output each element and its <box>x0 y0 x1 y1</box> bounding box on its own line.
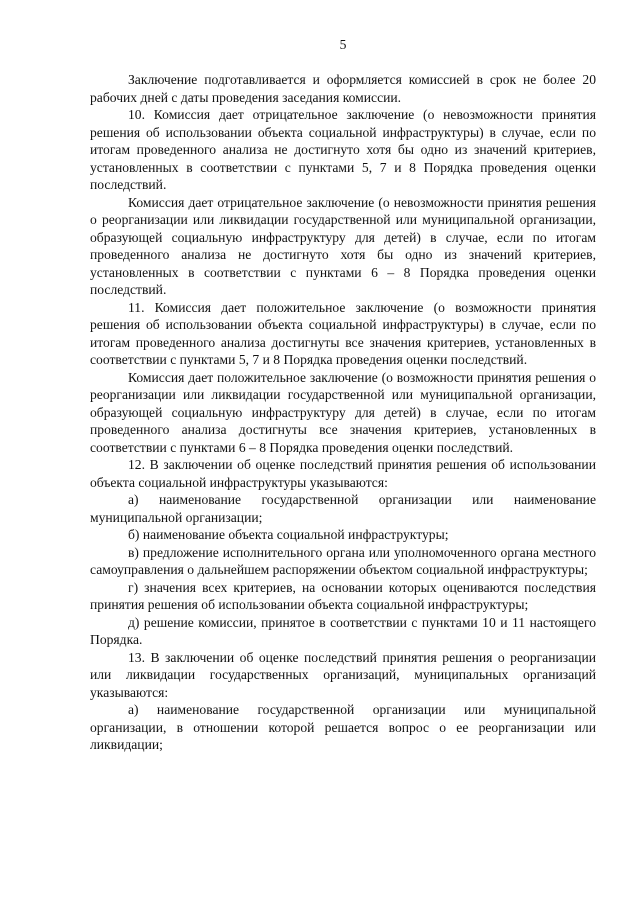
document-page <box>90 36 596 754</box>
paragraph-10-negative-object: 10. Комиссия дает отрицательное заключение (о невозможности принятия решения об использовании объекта социальной инфраструктуры) в случае, если по итогам проведенного анализа не достигнуто хотя бы одно из значений критериев, установленных в соответствии с пунктами 5, 7 и 8 Порядка проведения оценки последствий. <box>90 107 596 192</box>
paragraph-conclusion-deadline: Заключение подготавливается и оформляется комиссией в срок не более 20 рабочих дней с даты проведения заседания комиссии. <box>90 72 596 105</box>
list-item-12b: б) наименование объекта социальной инфраструктуры; <box>128 527 449 542</box>
list-item-12d: д) решение комиссии, принятое в соответствии с пунктами 10 и 11 настоящего Порядка. <box>90 614 596 647</box>
list-item-13a: а) наименование государственной организации или муниципальной организации, в отношении которой решается вопрос о ее реорганизации или ликвидации; <box>90 702 596 752</box>
paragraph-negative-reorganization: Комиссия дает отрицательное заключение (о невозможности принятия решения о реорганизации или ликвидации государственной или муниципальной организации, образующей социальную инфраструктуру для детей) в случае, если по итогам проведенного анализа не достигнуто хотя бы одно из значений критериев, установленных в соответствии с пунктами 6 – 8 Порядка проведения оценки последствий. <box>90 194 596 297</box>
paragraph-13-conclusion-contents: 13. В заключении об оценке последствий принятия решения о реорганизации или ликвидации государственных организаций, муниципальных организаций указываются: <box>90 649 596 700</box>
list-item-12v: в) предложение исполнительного органа или уполномоченного органа местного самоуправления о дальнейшем распоряжении объектом социальной инфраструктуры; <box>90 544 596 577</box>
list-item-12g: г) значения всех критериев, на основании которых оцениваются последствия принятия решения об использовании объекта социальной инфраструктуры; <box>90 579 596 612</box>
list-item-12a: а) наименование государственной организации или наименование муниципальной организации; <box>90 492 596 525</box>
page-number: 5 <box>339 37 347 52</box>
paragraph-12-conclusion-contents: 12. В заключении об оценке последствий принятия решения об использовании объекта социальной инфраструктуры указываются: <box>90 457 596 490</box>
paragraph-11-positive-object: 11. Комиссия дает положительное заключение (о возможности принятия решения об использовании объекта социальной инфраструктуры) в случае, если по итогам проведенного анализа достигнуты все значения критериев, установленных в соответствии с пунктами 5, 7 и 8 Порядка проведения оценки последствий. <box>90 299 596 367</box>
paragraph-positive-reorganization: Комиссия дает положительное заключение (о возможности принятия решения о реорганизации или ликвидации государственной или муниципальной организации, образующей социальную инфраструктуру для детей) в случае, если по итогам проведенного анализа достигнуты все значения критериев, установленных в соответствии с пунктами 6 – 8 Порядка проведения оценки последствий. <box>90 369 596 455</box>
